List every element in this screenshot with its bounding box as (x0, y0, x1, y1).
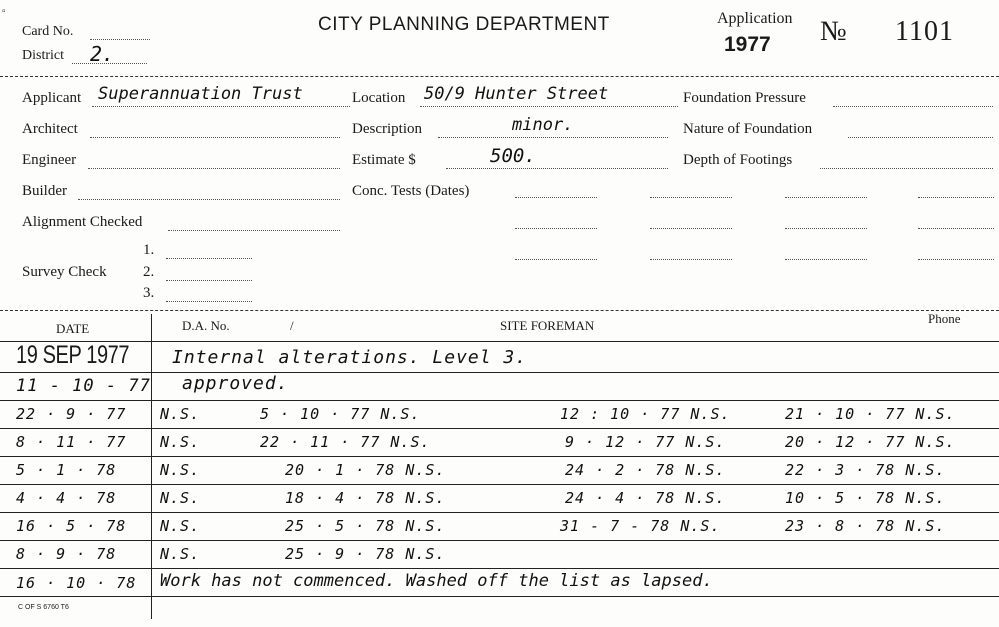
inspection-entry: 31 - 7 - 78 N.S. (560, 517, 721, 535)
row-line (0, 372, 999, 373)
conc-test-line (918, 228, 994, 229)
alignment-line (168, 230, 340, 231)
row-line (0, 540, 999, 541)
log-date: 22 · 9 · 77 (16, 405, 127, 423)
date-column-header: DATE (56, 321, 90, 336)
inspection-entry: N.S. (160, 405, 201, 423)
foundation-pressure-label: Foundation Pressure (683, 90, 806, 106)
estimate-value: 500. (490, 145, 536, 167)
engineer-line (88, 168, 340, 169)
inspection-entry: 10 · 5 · 78 N.S. (785, 489, 946, 507)
date-column-divider (151, 314, 152, 619)
inspection-entry: N.S. (160, 461, 201, 479)
inspection-entry: 18 · 4 · 78 N.S. (285, 489, 446, 507)
inspection-entry: N.S. (160, 545, 201, 563)
location-value: 50/9 Hunter Street (424, 84, 609, 104)
inspection-entry: 22 · 11 · 77 N.S. (260, 433, 431, 451)
conc-test-line (785, 197, 867, 198)
nature-of-foundation-label: Nature of Foundation (683, 121, 813, 137)
log-entry: approved. (182, 373, 289, 394)
log-date: 11 - 10 - 77 (16, 376, 151, 396)
log-date: 5 · 1 · 78 (16, 461, 117, 479)
architect-label: Architect (22, 121, 78, 137)
phone-column-header: Phone (928, 311, 961, 326)
foundation-pressure-line (833, 106, 993, 107)
location-line (420, 106, 678, 107)
conc-test-line (918, 197, 994, 198)
builder-line (78, 199, 340, 200)
row-line (0, 400, 999, 401)
log-date: 8 · 11 · 77 (16, 433, 127, 451)
corner-mark: ▫ (2, 6, 6, 17)
depth-of-footings-line (820, 168, 993, 169)
log-date: 16 · 10 · 78 (16, 574, 137, 592)
stamped-date: 19 SEP 1977 (16, 341, 130, 369)
conc-test-line (785, 228, 867, 229)
department-title: CITY PLANNING DEPARTMENT (318, 14, 610, 35)
inspection-entry: 12 : 10 · 77 N.S. (560, 405, 731, 423)
conc-tests-label: Conc. Tests (Dates) (352, 183, 470, 199)
applicant-value: Superannuation Trust (98, 84, 303, 104)
inspection-entry: 23 · 8 · 78 N.S. (785, 517, 946, 535)
inspection-entry: N.S. (160, 517, 201, 535)
row-line (0, 484, 999, 485)
log-entry: Work has not commenced. Washed off the list as lapsed. (160, 571, 713, 591)
survey-item-2-line (166, 280, 252, 281)
inspection-entry: 22 · 3 · 78 N.S. (785, 461, 946, 479)
description-value: minor. (512, 115, 574, 135)
location-label: Location (352, 90, 406, 106)
engineer-label: Engineer (22, 152, 77, 168)
nature-of-foundation-line (848, 137, 993, 138)
row-line (0, 341, 999, 342)
da-no-column-header: D.A. No. (182, 318, 230, 333)
applicant-label: Applicant (22, 90, 82, 106)
survey-item-2-label: 2. (143, 264, 155, 280)
application-label: Application (717, 10, 793, 27)
card-no-line (90, 39, 150, 40)
header-divider (0, 76, 999, 77)
conc-test-line (650, 197, 732, 198)
survey-item-3-label: 3. (143, 285, 155, 301)
site-foreman-column-header: SITE FOREMAN (500, 318, 595, 333)
inspection-entry: 20 · 1 · 78 N.S. (285, 461, 446, 479)
survey-item-1-label: 1. (143, 242, 155, 258)
district-value: 2. (90, 42, 115, 66)
district-label: District (22, 48, 64, 63)
inspection-entry: N.S. (160, 433, 201, 451)
inspection-entry: 21 · 10 · 77 N.S. (785, 405, 956, 423)
inspection-entry: 5 · 10 · 77 N.S. (260, 405, 421, 423)
builder-label: Builder (22, 183, 67, 199)
estimate-label: Estimate $ (352, 152, 416, 168)
form-code: C OF S 6760 T6 (18, 604, 69, 611)
inspection-entry: 24 · 4 · 78 N.S. (565, 489, 726, 507)
depth-of-footings-label: Depth of Footings (683, 152, 793, 168)
number-sign: № (820, 16, 847, 47)
log-entry: Internal alterations. Level 3. (172, 347, 528, 368)
conc-test-line (515, 228, 597, 229)
description-label: Description (352, 121, 422, 137)
conc-test-line (650, 228, 732, 229)
survey-item-1-line (166, 258, 252, 259)
conc-test-line (918, 259, 994, 260)
inspection-entry: 24 · 2 · 78 N.S. (565, 461, 726, 479)
application-year: 1977 (724, 33, 771, 56)
estimate-line (446, 168, 668, 169)
row-line (0, 428, 999, 429)
log-date: 4 · 4 · 78 (16, 489, 117, 507)
applicant-line (92, 106, 350, 107)
row-line (0, 456, 999, 457)
inspection-entry: N.S. (160, 489, 201, 507)
conc-test-line (785, 259, 867, 260)
inspection-entry: 25 · 5 · 78 N.S. (285, 517, 446, 535)
survey-item-3-line (166, 301, 252, 302)
conc-test-line (650, 259, 732, 260)
row-line (0, 596, 999, 597)
alignment-label: Alignment Checked (22, 214, 143, 230)
conc-test-line (515, 197, 597, 198)
row-line (0, 512, 999, 513)
architect-line (90, 137, 340, 138)
application-number: 1101 (895, 16, 954, 47)
inspection-entry: 20 · 12 · 77 N.S. (785, 433, 956, 451)
survey-check-label: Survey Check (22, 264, 107, 280)
card-no-label: Card No. (22, 24, 74, 39)
row-line (0, 568, 999, 569)
conc-test-line (515, 259, 597, 260)
inspection-entry: 9 · 12 · 77 N.S. (565, 433, 726, 451)
log-date: 8 · 9 · 78 (16, 545, 117, 563)
log-divider (0, 310, 999, 311)
inspection-entry: 25 · 9 · 78 N.S. (285, 545, 446, 563)
description-line (438, 137, 668, 138)
header-slash: / (290, 318, 294, 333)
log-date: 16 · 5 · 78 (16, 517, 127, 535)
